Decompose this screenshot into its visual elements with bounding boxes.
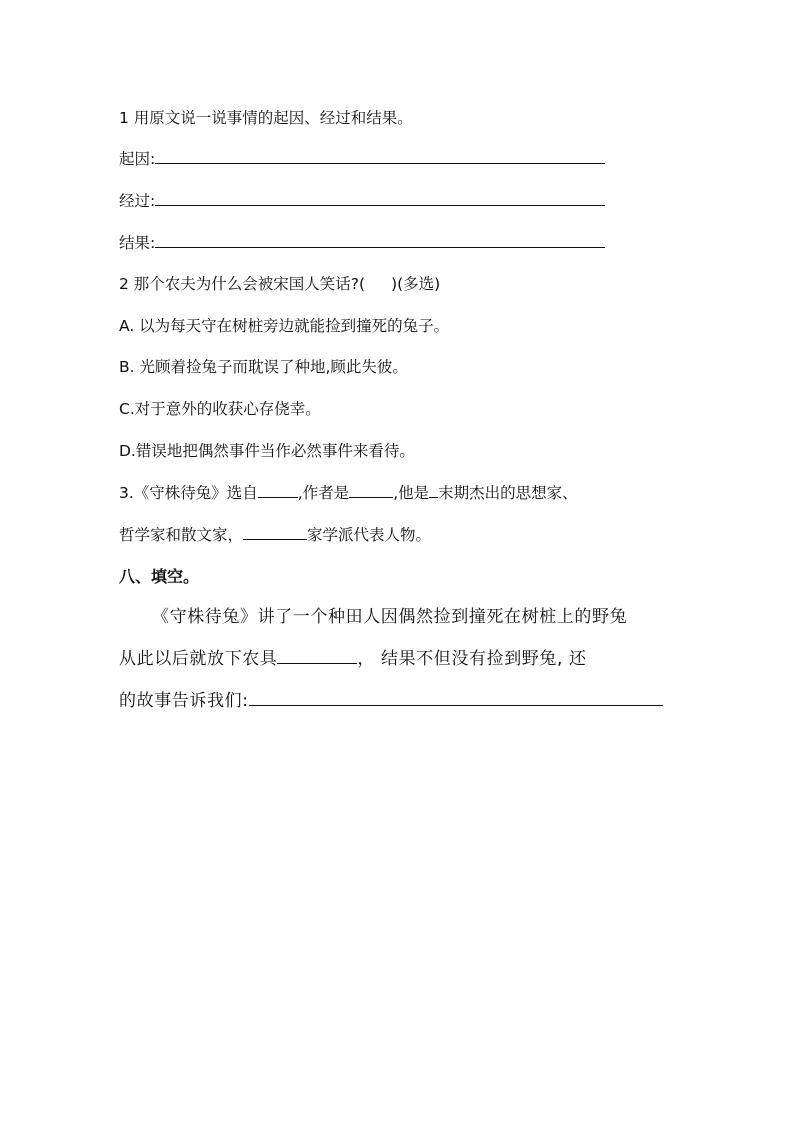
question-2-option-a [119,315,449,337]
q3-text-5: 哲学家和散文家， [119,526,244,544]
answer-field-result[interactable] [119,232,605,254]
section-8-heading-text: 八、填空。 [119,567,200,586]
question-3-line-1 [119,482,578,504]
question-2-option-d [119,440,415,462]
q3-text-3: ,他是 [393,484,430,502]
para-line-2-text-a: 从此以后就放下农具 [119,649,278,669]
para-line-1-text: 《守株待兔》讲了一个种田人因偶然捡到撞死在树桩上的野兔 [152,607,628,627]
section-8-paragraph-line-2 [119,648,587,670]
question-2-text-before: 2 那个农夫为什么会被宋国人笑话?( [119,275,366,293]
answer-blank-cause[interactable] [155,149,605,164]
option-b-text: B. 光顾着捡兔子而耽误了种地,顾此失彼。 [119,358,408,376]
q3-text-1: 3.《守株待兔》选自 [119,484,258,502]
para-blank-lesson[interactable] [249,691,663,706]
answer-blank-process[interactable] [155,191,605,206]
q3-blank-source[interactable] [258,483,298,498]
option-c-text: C.对于意外的收获心存侥幸。 [119,400,321,418]
q3-blank-author[interactable] [349,483,393,498]
question-1-text: 1 用原文说一说事情的起因、经过和结果。 [119,109,413,127]
answer-label-cause: 起因: [119,150,156,168]
question-2-text-after: )(多选) [391,275,441,293]
answer-field-cause[interactable] [119,148,605,170]
question-3-line-2 [119,524,431,546]
answer-label-process: 经过: [119,192,156,210]
q3-blank-school[interactable] [243,525,307,540]
option-a-text: A. 以为每天守在树桩旁边就能捡到撞死的兔子。 [119,317,450,335]
section-8-paragraph-line-3 [119,690,663,712]
q3-text-6: 家学派代表人物。 [307,526,432,544]
para-line-3-text: 的故事告诉我们: [119,691,249,711]
answer-field-process[interactable] [119,190,605,212]
section-8-paragraph-line-1 [152,606,627,628]
question-2-prompt [119,273,440,295]
q3-text-2: ,作者是 [297,484,350,502]
q3-text-4: 末期杰出的思想家、 [438,484,578,502]
question-2-option-c [119,398,321,420]
q3-blank-era[interactable] [429,483,438,498]
option-d-text: D.错误地把偶然事件当作必然事件来看待。 [119,442,415,460]
answer-blank-result[interactable] [155,233,605,248]
para-blank-action[interactable] [277,649,357,664]
question-1-prompt [119,107,413,129]
answer-label-result: 结果: [119,234,156,252]
para-line-2-text-b: ， 结果不但没有捡到野兔, 还 [357,649,587,669]
question-2-option-b [119,356,408,378]
section-8-heading [119,566,199,588]
